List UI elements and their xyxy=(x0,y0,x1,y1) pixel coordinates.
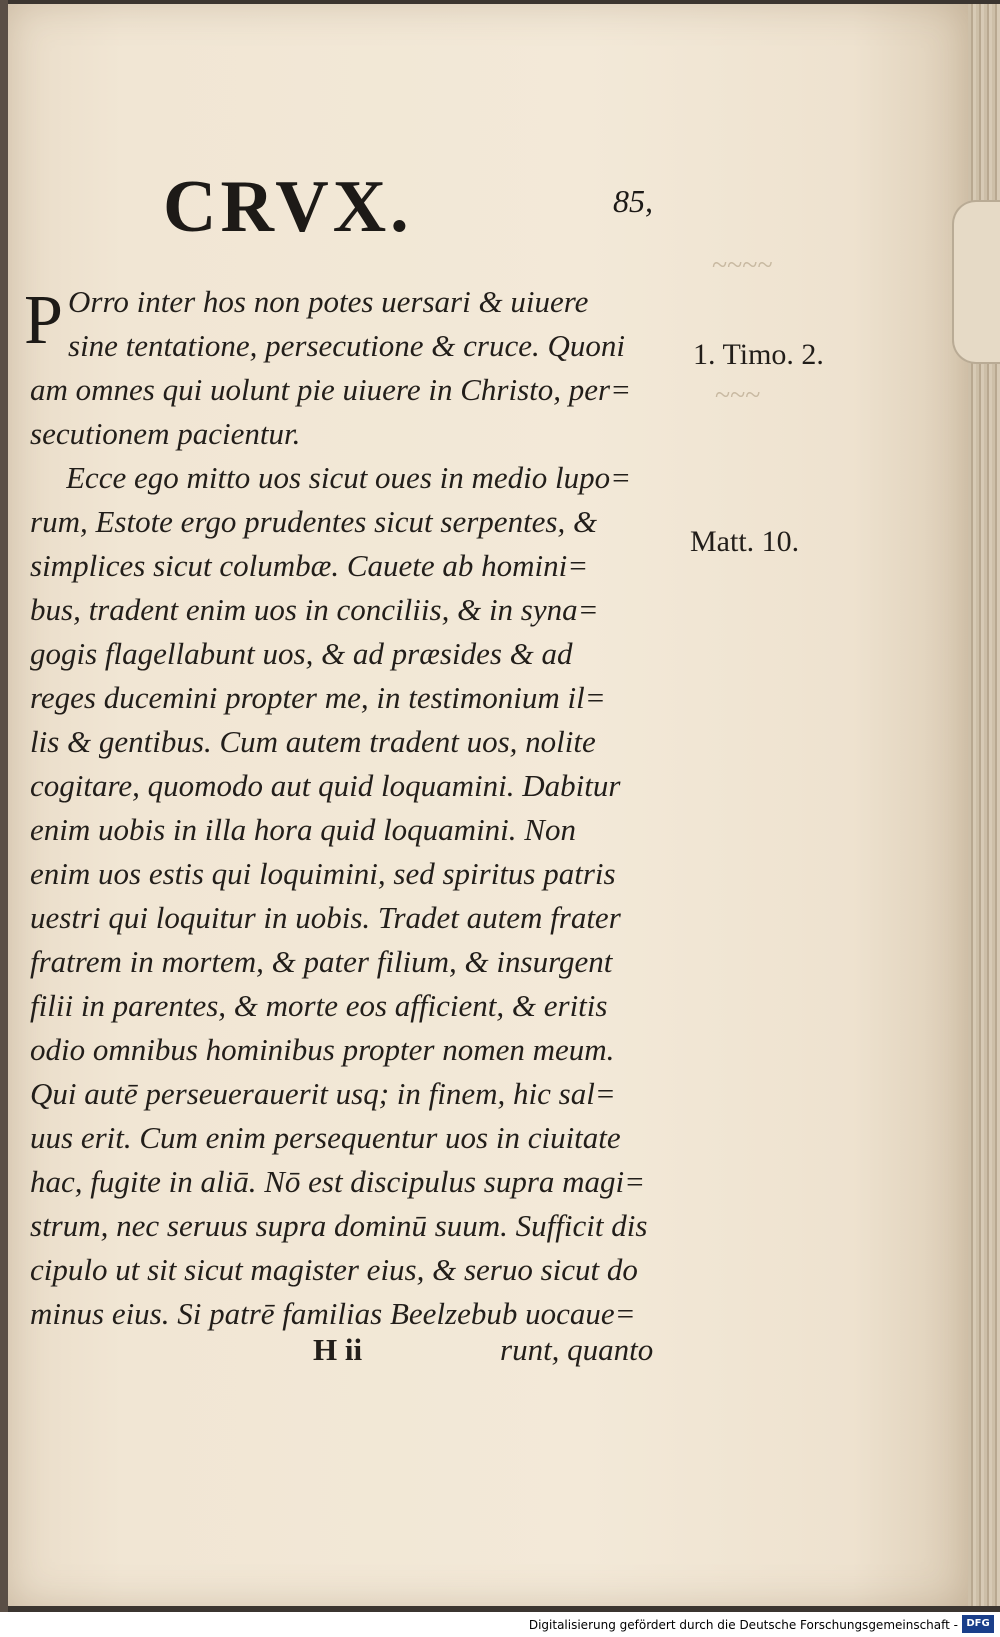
text-line: uestri qui loquitur in uobis. Tradet autem frater xyxy=(30,900,621,935)
text-line: hac, fugite in aliā. Nō est discipulus supra magi= xyxy=(30,1164,646,1199)
show-through-mark: ~~~ xyxy=(715,380,761,411)
text-line: odio omnibus hominibus propter nomen meum. xyxy=(30,1032,615,1067)
text-line: Ecce ego mitto uos sicut oues in medio lupo= xyxy=(66,460,632,495)
text-line: enim uos estis qui loquimini, sed spiritus patris xyxy=(30,856,616,891)
dfg-logo: DFG xyxy=(962,1615,994,1633)
text-line: Orro inter hos non potes uersari & uiuere xyxy=(68,284,589,319)
text-line: am omnes qui uolunt pie uiuere in Christo, per= xyxy=(30,372,631,407)
text-line: filii in parentes, & morte eos afficient, & eritis xyxy=(30,988,608,1023)
text-line: uus erit. Cum enim persequentur uos in ciuitate xyxy=(30,1120,621,1155)
footer-credit: Digitalisierung gefördert durch die Deutsche Forschungsgemeinschaft - xyxy=(528,1618,958,1632)
text-line: bus, tradent enim uos in conciliis, & in syna= xyxy=(30,592,599,627)
text-line: simplices sicut columbæ. Cauete ab homini= xyxy=(30,548,589,583)
running-title: CRVX. xyxy=(163,166,413,248)
text-line: reges ducemini propter me, in testimonium il= xyxy=(30,680,606,715)
drop-cap: P xyxy=(24,282,63,359)
text-line: gogis flagellabunt uos, & ad præsides & ad xyxy=(30,636,573,671)
text-line: cipulo ut sit sicut magister eius, & seruo sicut do xyxy=(30,1252,638,1287)
text-line: strum, nec seruus supra dominū suum. Sufficit dis xyxy=(30,1208,648,1243)
text-line: rum, Estote ergo prudentes sicut serpentes, & xyxy=(30,504,598,539)
text-line: secutionem pacientur. xyxy=(30,416,301,451)
page-number: 85, xyxy=(613,183,653,219)
margin-note-timothy: 1. Timo. 2. xyxy=(693,338,824,371)
catchword: runt, quanto xyxy=(500,1332,654,1367)
show-through-mark: ~~~~ xyxy=(712,250,773,281)
text-line: enim uobis in illa hora quid loquamini. Non xyxy=(30,812,576,847)
margin-note-matthew: Matt. 10. xyxy=(690,525,800,558)
text-line: fratrem in mortem, & pater filium, & insurgent xyxy=(30,944,613,979)
text-line: Qui autē perseuerauerit usq; in finem, hic sal= xyxy=(30,1076,616,1111)
text-line: sine tentatione, persecutione & cruce. Quoni xyxy=(68,328,626,363)
text-line: cogitare, quomodo aut quid loquamini. Dabitur xyxy=(30,768,621,803)
page-tab-mark xyxy=(952,200,1000,364)
text-line: minus eius. Si patrē familias Beelzebub uocaue= xyxy=(30,1296,636,1331)
signature-mark: H ii xyxy=(313,1332,363,1367)
text-line: lis & gentibus. Cum autem tradent uos, nolite xyxy=(30,724,596,759)
binding-edge xyxy=(0,0,8,1612)
